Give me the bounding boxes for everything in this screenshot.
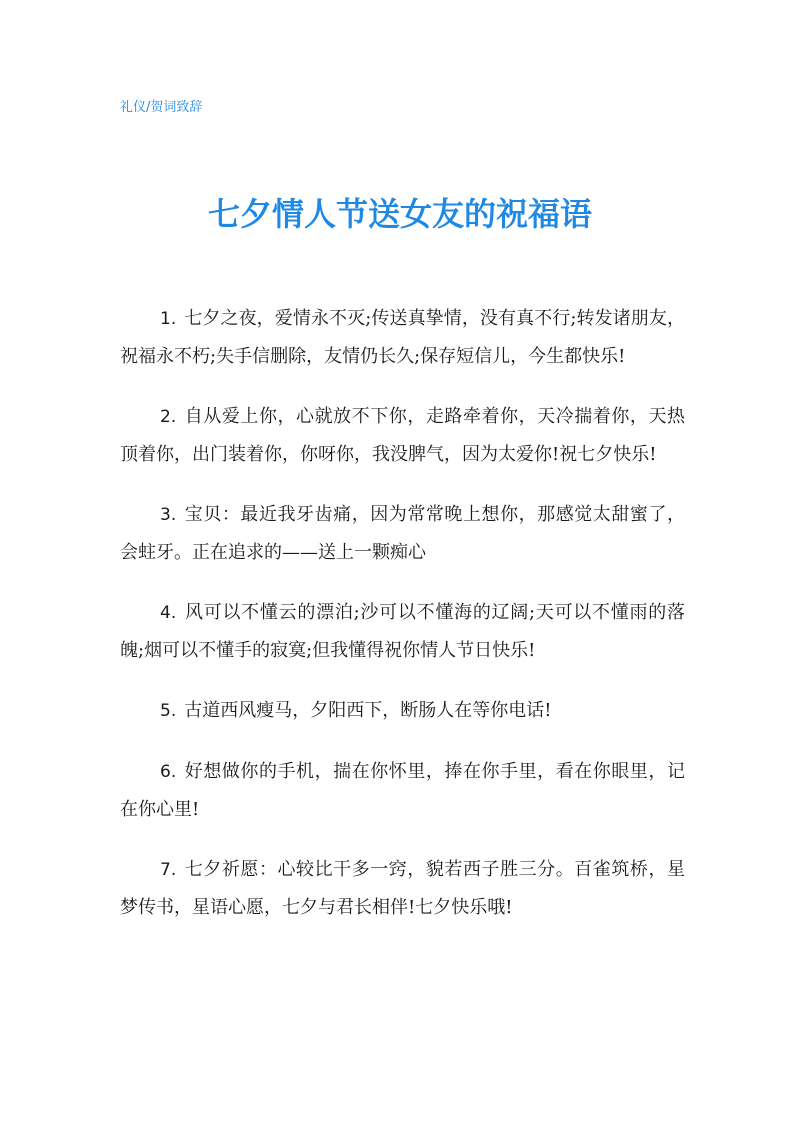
item-number: 1.	[160, 309, 177, 329]
list-item	[120, 753, 685, 828]
item-number: 5.	[160, 701, 177, 721]
item-number: 2.	[160, 407, 177, 427]
list-item	[120, 398, 685, 473]
item-text: 七夕之夜，爱情永不灭;传送真挚情，没有真不行;转发诸朋友，祝福永不朽;失手信删除，友情仍长久;保存短信儿，今生都快乐!	[120, 308, 685, 367]
item-text: 宝贝：最近我牙齿痛，因为常常晚上想你，那感觉太甜蜜了，会蛀牙。正在追求的——送上一颗痴心	[120, 504, 685, 563]
item-text: 自从爱上你，心就放不下你，走路牵着你，天冷揣着你，天热顶着你，出门装着你，你呀你，我没脾气，因为太爱你!祝七夕快乐!	[120, 406, 685, 465]
item-text: 好想做你的手机，揣在你怀里，捧在你手里，看在你眼里，记在你心里!	[120, 761, 685, 820]
item-number: 4.	[160, 603, 177, 623]
item-number: 6.	[160, 762, 177, 782]
item-text: 七夕祈愿：心较比干多一窍，貌若西子胜三分。百雀筑桥，星梦传书，星语心愿，七夕与君长相伴!七夕快乐哦!	[120, 859, 685, 918]
list-item	[120, 594, 685, 669]
list-item	[120, 496, 685, 571]
item-text: 风可以不懂云的漂泊;沙可以不懂海的辽阔;天可以不懂雨的落魄;烟可以不懂手的寂寞;但我懂得祝你情人节日快乐!	[120, 602, 685, 661]
list-item	[120, 851, 685, 926]
document-category: 礼仪/贺词致辞	[120, 100, 203, 115]
item-number: 3.	[160, 505, 177, 525]
document-body	[120, 300, 685, 949]
document-title: 七夕情人节送女友的祝福语	[207, 195, 592, 233]
list-item	[120, 692, 685, 730]
item-number: 7.	[160, 860, 177, 880]
list-item	[120, 300, 685, 375]
item-text: 古道西风瘦马，夕阳西下，断肠人在等你电话!	[184, 700, 552, 721]
